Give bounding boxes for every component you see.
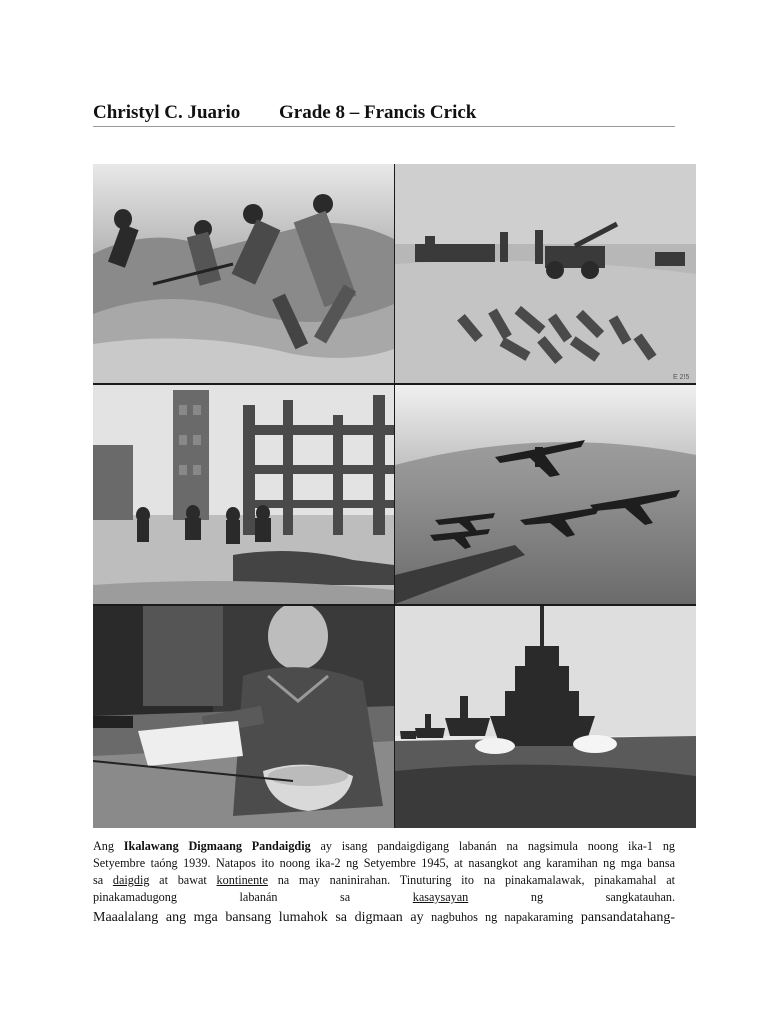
- photo-ruined-city: [93, 385, 394, 604]
- document-header: [93, 100, 675, 127]
- author-name: Christyl C. Juario: [93, 102, 241, 123]
- paragraph-line-4: pinakamadugong labanán sa kasaysayan ng sangkatauhan.: [93, 890, 676, 904]
- photo-collage: [93, 164, 696, 828]
- link-kontinente[interactable]: kontinente: [216, 873, 268, 887]
- second-paragraph: Maaalalang ang mga bansang lumahok sa digmaan ay nagbuhos ng napakaraming pansandatahang-: [93, 910, 676, 925]
- paragraph-line-3: sa daigdig at bawat kontinente na may naninirahan. Tinuturing ito na pinakamalawak, pinakamahal at: [93, 873, 675, 887]
- photo-artillery-desert: [395, 164, 696, 383]
- photo-caption-mark: E 2!5: [673, 374, 690, 381]
- link-kasaysayan[interactable]: kasaysayan: [412, 890, 469, 904]
- intro-paragraph: [93, 838, 675, 906]
- bold-term: Ikalawang Digmaang Pandaigdig: [123, 839, 311, 853]
- photo-battleships: [395, 606, 696, 828]
- photo-officer-signing: [93, 606, 394, 828]
- link-daigdig[interactable]: daigdig: [112, 873, 150, 887]
- photo-soldiers-charging: [93, 164, 394, 383]
- paragraph-line-2: Setyembre taóng 1939. Natapos ito noong ika-2 ng Setyembre 1945, at nasangkot ang karamihan ng mga bansa: [93, 856, 675, 870]
- paragraph-line-1: Ang Ikalawang Digmaang Pandaigdig ay isang pandaigdigang labanán na nagsimula noong ika-1 ng: [93, 839, 676, 853]
- photo-aircraft-formation: [395, 385, 696, 604]
- grade-section: Grade 8 – Francis Crick: [279, 102, 477, 123]
